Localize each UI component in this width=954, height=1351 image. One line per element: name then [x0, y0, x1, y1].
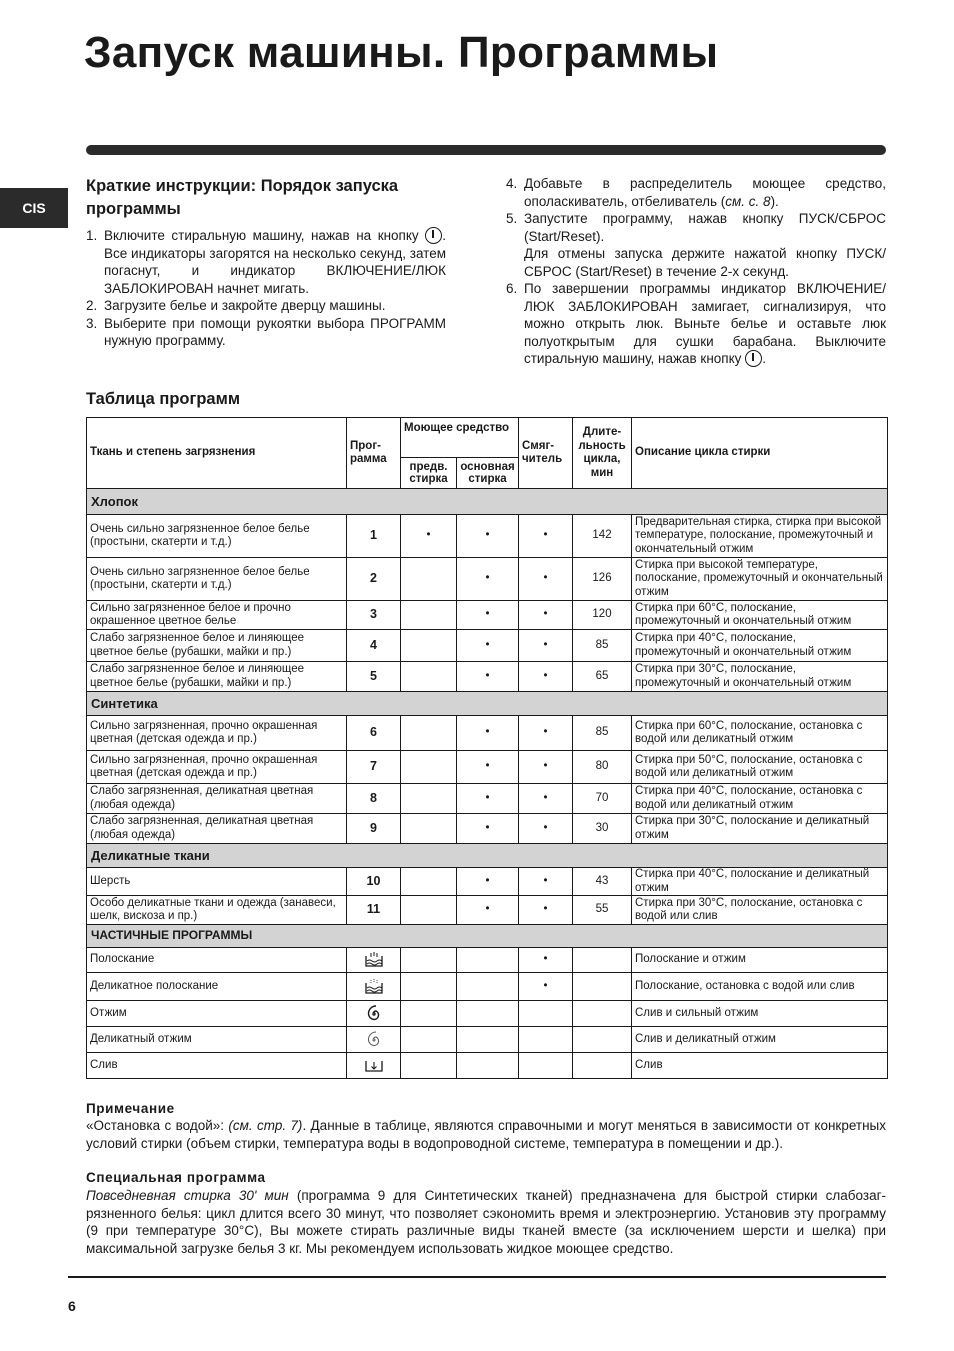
table-row [87, 662, 888, 692]
section-partial-programs: ЧАСТИЧНЫЕ ПРОГРАММЫ [87, 925, 888, 948]
program-cell: 8 [347, 784, 401, 814]
special-program-text [86, 1187, 886, 1257]
duration-cell: 85 [573, 716, 632, 751]
duration-cell: 43 [573, 868, 632, 896]
fabric-cell: Деликатное полоскание [87, 973, 347, 1001]
section-synthetics: Синтетика [87, 692, 888, 716]
quick-instructions-right [506, 175, 886, 368]
quick-instructions-left [86, 175, 446, 350]
fabric-cell: Слабо загрязненная, деликатная цветная (любая одежда) [87, 784, 347, 814]
description-cell: Стирка при 60°С, полоскание, остановка с водой или деликатный отжим [632, 716, 888, 751]
programs-table [86, 417, 888, 1079]
program-cell: 2 [347, 558, 401, 601]
table-row [87, 868, 888, 896]
prewash-cell [401, 896, 457, 925]
header-detergent: Моющее средство [401, 418, 519, 458]
step-text: Включите стиральную машину, нажав на кнопку [104, 228, 419, 243]
duration-cell: 120 [573, 601, 632, 630]
fabric-cell: Слабо загрязненное белое и линяющее цветное белье (рубашки, майки и пр.) [87, 662, 347, 692]
note-text [86, 1117, 886, 1152]
table-row [87, 784, 888, 814]
softener-cell: • [519, 716, 573, 751]
description-cell: Стирка при высокой температуре, полоскание, промежуточный и окончательный отжим [632, 558, 888, 601]
table-row [87, 973, 888, 1001]
step-5 [506, 210, 886, 280]
softener-cell [519, 1027, 573, 1053]
prewash-cell [401, 868, 457, 896]
step-text: Выберите при помощи рукоятки выбора ПРОГРАММ нужную программу. [104, 315, 446, 348]
prewash-cell [401, 948, 457, 973]
power-button-icon [745, 350, 762, 367]
step-number: 1. [86, 228, 98, 243]
prewash-cell [401, 716, 457, 751]
prewash-cell [401, 1001, 457, 1027]
mainwash-cell [457, 1027, 519, 1053]
mainwash-cell: • [457, 662, 519, 692]
spin-icon [365, 1005, 383, 1023]
mainwash-cell: • [457, 896, 519, 925]
prewash-cell [401, 973, 457, 1001]
table-row [87, 1053, 888, 1079]
program-cell: 10 [347, 868, 401, 896]
rinse-icon [364, 951, 384, 969]
duration-cell: 70 [573, 784, 632, 814]
description-cell: Слив [632, 1053, 888, 1079]
mainwash-cell: • [457, 868, 519, 896]
step-number: 3. [86, 315, 98, 331]
special-program-body: (программа 9 для Синтетических тканей) предназначена для быстрой стирки слабозаг- рязненного белья: цикл длится всего 30 минут, что позволяет сэкономить время и электроэнергию. Установив эту программу (9 при температуре 30°С), Вы можете стирать различные виды тканей вместе (за исключением шерсти и шелка) при максимальной загрузке белья 3 кг. Мы рекомендуем использовать жидкое моющее средство. [86, 1188, 886, 1256]
prewash-cell [401, 558, 457, 601]
fabric-cell: Полоскание [87, 948, 347, 973]
step-6 [506, 280, 886, 368]
header-description: Описание цикла стирки [632, 418, 888, 489]
fabric-cell: Сильно загрязненная, прочно окрашенная цветная (детская одежда и пр.) [87, 716, 347, 751]
softener-cell: • [519, 814, 573, 844]
table-row [87, 515, 888, 558]
program-cell: 3 [347, 601, 401, 630]
program-cell [347, 1053, 401, 1079]
fabric-cell: Слабо загрязненная, деликатная цветная (любая одежда) [87, 814, 347, 844]
description-cell: Стирка при 50°С, полоскание, остановка с водой или деликатный отжим [632, 751, 888, 784]
program-cell: 5 [347, 662, 401, 692]
program-cell [347, 1027, 401, 1053]
footer-divider [68, 1276, 886, 1278]
step-text: . Все индикаторы загорятся на несколько секунд, затем погаснут, и индикатор ВКЛЮЧЕНИЕ/ЛЮК ЗАБЛОКИРОВАН начнет мигать. [104, 228, 446, 296]
prewash-cell: • [401, 515, 457, 558]
duration-cell: 80 [573, 751, 632, 784]
duration-cell: 126 [573, 558, 632, 601]
table-row [87, 630, 888, 662]
description-cell: Полоскание, остановка с водой или слив [632, 973, 888, 1001]
description-cell: Предварительная стирка, стирка при высокой температуре, полоскание, промежуточный и окончательный отжим [632, 515, 888, 558]
step-number: 2. [86, 298, 98, 313]
prewash-cell [401, 1053, 457, 1079]
table-row [87, 558, 888, 601]
softener-cell: • [519, 751, 573, 784]
step-text: Запустите программу, нажав кнопку ПУСК/СБРОС (Start/Reset). [524, 211, 886, 244]
prewash-cell [401, 814, 457, 844]
step-2 [86, 297, 446, 315]
page-number: 6 [68, 1298, 76, 1314]
mainwash-cell [457, 973, 519, 1001]
programs-table-title: Таблица программ [86, 390, 241, 408]
table-row [87, 601, 888, 630]
fabric-cell: Очень сильно загрязненное белое белье (простыни, скатерти и т.д.) [87, 515, 347, 558]
mainwash-cell: • [457, 716, 519, 751]
program-cell: 9 [347, 814, 401, 844]
step-number: 5. [506, 211, 518, 226]
header-mainwash: основная стирка [457, 458, 519, 489]
title-divider-bar [86, 145, 886, 155]
duration-cell: 65 [573, 662, 632, 692]
duration-cell [573, 1027, 632, 1053]
program-cell: 7 [347, 751, 401, 784]
quick-instructions-heading: Краткие инструкции: Порядок запуска программы [86, 177, 399, 218]
mainwash-cell [457, 1053, 519, 1079]
description-cell: Стирка при 40°С, полоскание и деликатный отжим [632, 868, 888, 896]
description-cell: Стирка при 40°С, полоскание, промежуточный и окончательный отжим [632, 630, 888, 662]
side-language-tab: CIS [0, 188, 68, 228]
softener-cell: • [519, 662, 573, 692]
softener-cell: • [519, 630, 573, 662]
mainwash-cell: • [457, 751, 519, 784]
fabric-cell: Особо деликатные ткани и одежда (занавеси, шелк, вискоза и пр.) [87, 896, 347, 925]
description-cell: Слив и деликатный отжим [632, 1027, 888, 1053]
fabric-cell: Отжим [87, 1001, 347, 1027]
description-cell: Стирка при 60°С, полоскание, промежуточный и окончательный отжим [632, 601, 888, 630]
fabric-cell: Слив [87, 1053, 347, 1079]
page-reference: см. с. 8 [725, 193, 771, 209]
fabric-cell: Сильно загрязненное белое и прочно окрашенное цветное белье [87, 601, 347, 630]
step-text: Для отмены запуска держите нажатой кнопку ПУСК/СБРОС (Start/Reset) в течение 2-х секунд. [524, 246, 886, 279]
duration-cell: 142 [573, 515, 632, 558]
step-3 [86, 315, 446, 350]
softener-cell [519, 1001, 573, 1027]
softener-cell: • [519, 601, 573, 630]
header-softener: Смяг- читель [519, 418, 573, 489]
drain-icon [364, 1058, 384, 1074]
softener-cell: • [519, 868, 573, 896]
description-cell: Слив и сильный отжим [632, 1001, 888, 1027]
description-cell: Стирка при 30°С, полоскание и деликатный отжим [632, 814, 888, 844]
table-row [87, 1001, 888, 1027]
steps-list-left [86, 227, 446, 350]
program-cell: 11 [347, 896, 401, 925]
softener-cell [519, 1053, 573, 1079]
section-delicates: Деликатные ткани [87, 844, 888, 868]
prewash-cell [401, 630, 457, 662]
description-cell: Стирка при 30°С, полоскание, промежуточный и окончательный отжим [632, 662, 888, 692]
prewash-cell [401, 601, 457, 630]
table-row [87, 814, 888, 844]
section-cotton: Хлопок [87, 489, 888, 515]
softener-cell: • [519, 948, 573, 973]
prewash-cell [401, 751, 457, 784]
table-row [87, 751, 888, 784]
note-body: . Данные в таблице, являются справочными и могут меняться в зависимости от конкретных условий стирки (объем стирки, температура воды в водопроводной системе, температура в помещении и др.). [86, 1118, 886, 1151]
prewash-cell [401, 1027, 457, 1053]
header-fabric: Ткань и степень загрязнения [87, 418, 347, 489]
duration-cell: 55 [573, 896, 632, 925]
softener-cell: • [519, 784, 573, 814]
program-cell: 6 [347, 716, 401, 751]
step-number: 4. [506, 176, 518, 191]
table-row [87, 1027, 888, 1053]
mainwash-cell [457, 948, 519, 973]
step-text: По завершении программы индикатор ВКЛЮЧЕНИЕ/ЛЮК ЗАБЛОКИРОВАН замигает, сигнализируя, что можно открыть люк. Выньте белье и оставьте люк полуоткрытым для сушки барабана. Выключите стиральную машину, нажав кнопку [524, 281, 886, 366]
program-cell [347, 1001, 401, 1027]
softener-cell: • [519, 558, 573, 601]
delicate-spin-icon [365, 1031, 383, 1049]
table-row [87, 948, 888, 973]
header-duration: Длите- льность цикла, мин [573, 418, 632, 489]
step-number: 6. [506, 281, 518, 296]
duration-cell [573, 973, 632, 1001]
table-row [87, 896, 888, 925]
prewash-cell [401, 662, 457, 692]
program-cell: 4 [347, 630, 401, 662]
description-cell: Полоскание и отжим [632, 948, 888, 973]
mainwash-cell: • [457, 630, 519, 662]
note-heading: Примечание [86, 1101, 175, 1116]
prewash-cell [401, 784, 457, 814]
header-program: Прог- рамма [347, 418, 401, 489]
power-button-icon [425, 227, 442, 244]
special-program-heading: Специальная программа [86, 1170, 266, 1185]
mainwash-cell: • [457, 784, 519, 814]
special-program-name: Повседневная стирка 30' мин [86, 1188, 289, 1203]
step-1 [86, 227, 446, 297]
program-cell [347, 948, 401, 973]
duration-cell [573, 1053, 632, 1079]
page-reference: (см. стр. 7) [228, 1118, 303, 1133]
program-cell [347, 973, 401, 1001]
description-cell: Стирка при 30°С, полоскание, остановка с водой или слив [632, 896, 888, 925]
mainwash-cell: • [457, 601, 519, 630]
header-prewash: предв. стирка [401, 458, 457, 489]
step-text: Загрузите белье и закройте дверцу машины. [104, 298, 386, 313]
duration-cell: 85 [573, 630, 632, 662]
softener-cell: • [519, 515, 573, 558]
mainwash-cell: • [457, 515, 519, 558]
mainwash-cell: • [457, 814, 519, 844]
step-text: ). [770, 193, 779, 209]
fabric-cell: Сильно загрязненная, прочно окрашенная цветная (детская одежда и пр.) [87, 751, 347, 784]
mainwash-cell: • [457, 558, 519, 601]
page-title: Запуск машины. Программы [84, 28, 719, 77]
duration-cell: 30 [573, 814, 632, 844]
softener-cell: • [519, 973, 573, 1001]
delicate-rinse-icon [364, 978, 384, 996]
step-text: Добавьте в распределитель моющее средство, ополаскиватель, отбеливатель ( [524, 176, 886, 209]
fabric-cell: Деликатный отжим [87, 1027, 347, 1053]
mainwash-cell [457, 1001, 519, 1027]
description-cell: Стирка при 40°С, полоскание, остановка с водой или деликатный отжим [632, 784, 888, 814]
program-cell: 1 [347, 515, 401, 558]
step-text: . [762, 351, 766, 366]
fabric-cell: Очень сильно загрязненное белое белье (простыни, скатерти и т.д.) [87, 558, 347, 601]
table-row [87, 716, 888, 751]
softener-cell: • [519, 896, 573, 925]
step-4 [506, 175, 886, 210]
duration-cell [573, 1001, 632, 1027]
duration-cell [573, 948, 632, 973]
fabric-cell: Слабо загрязненное белое и линяющее цветное белье (рубашки, майки и пр.) [87, 630, 347, 662]
fabric-cell: Шерсть [87, 868, 347, 896]
steps-list-right [506, 175, 886, 368]
note-quote: «Остановка с водой»: [86, 1118, 229, 1133]
